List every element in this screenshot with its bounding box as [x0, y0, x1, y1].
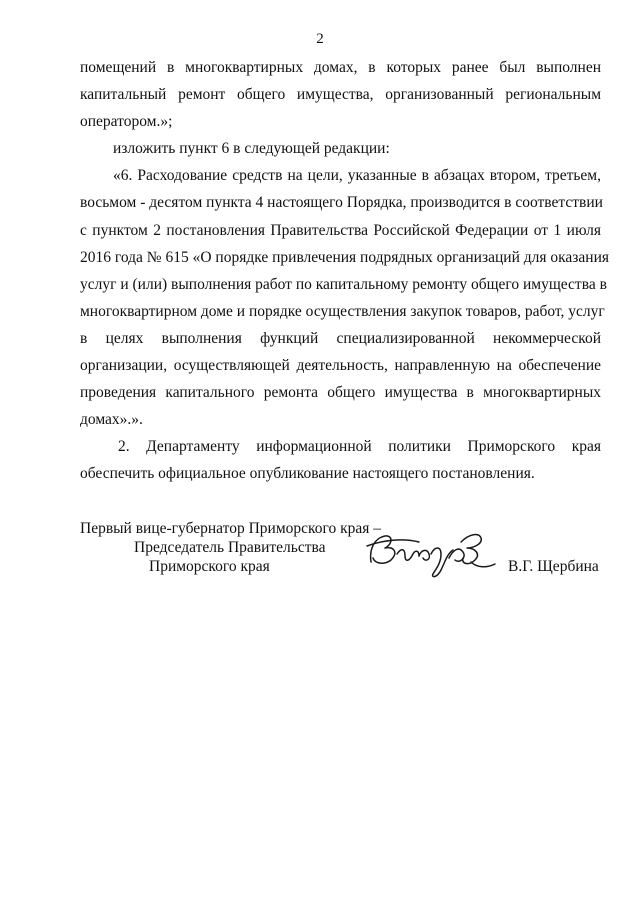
- signer-title-line: Первый вице-губернатор Приморского края –: [80, 520, 382, 537]
- paragraph-line: организации, осуществляющей деятельность, направленную на обеспечение: [80, 357, 601, 375]
- paragraph-line: 2016 года № 615 «О порядке привлечения подрядных организаций для оказания: [80, 248, 610, 266]
- paragraph-line: проведения капитального ремонта общего имущества в многоквартирных: [80, 384, 601, 402]
- paragraph-line: оператором.»;: [80, 113, 173, 131]
- paragraph-line: изложить пункт 6 в следующей редакции:: [113, 140, 390, 158]
- paragraph-line: 2. Департаменту информационной политики Приморского края: [118, 438, 601, 456]
- paragraph-line: восьмом - десятом пункта 4 настоящего Порядка, производится в соответствии: [80, 194, 603, 212]
- paragraph-line: с пунктом 2 постановления Правительства Российской Федерации от 1 июля: [80, 221, 601, 239]
- signer-title-line: Председатель Правительства: [134, 539, 326, 556]
- document-body: [80, 54, 610, 488]
- paragraph-line: услуг и (или) выполнения работ по капитальному ремонту общего имущества в: [80, 275, 607, 293]
- paragraph-line: домах».».: [80, 411, 143, 429]
- paragraph-line: капитальный ремонт общего имущества, организованный региональным: [80, 86, 601, 104]
- paragraph-line: помещений в многоквартирных домах, в которых ранее был выполнен: [80, 59, 601, 76]
- handwritten-signature: [363, 524, 513, 580]
- paragraph-line: в целях выполнения функций специализированной некоммерческой: [80, 329, 601, 347]
- signer-name: В.Г. Щербина: [508, 558, 599, 575]
- paragraph-line: «6. Расходование средств на цели, указанные в абзацах втором, третьем,: [113, 167, 601, 185]
- paragraph-line: обеспечить официальное опубликование настоящего постановления.: [80, 465, 535, 483]
- signer-title-line: Приморского края: [149, 558, 270, 575]
- page-number: 2: [316, 31, 324, 47]
- signature-block: [80, 519, 601, 579]
- paragraph-line: многоквартирном доме и порядке осуществления закупок товаров, работ, услуг: [80, 302, 605, 320]
